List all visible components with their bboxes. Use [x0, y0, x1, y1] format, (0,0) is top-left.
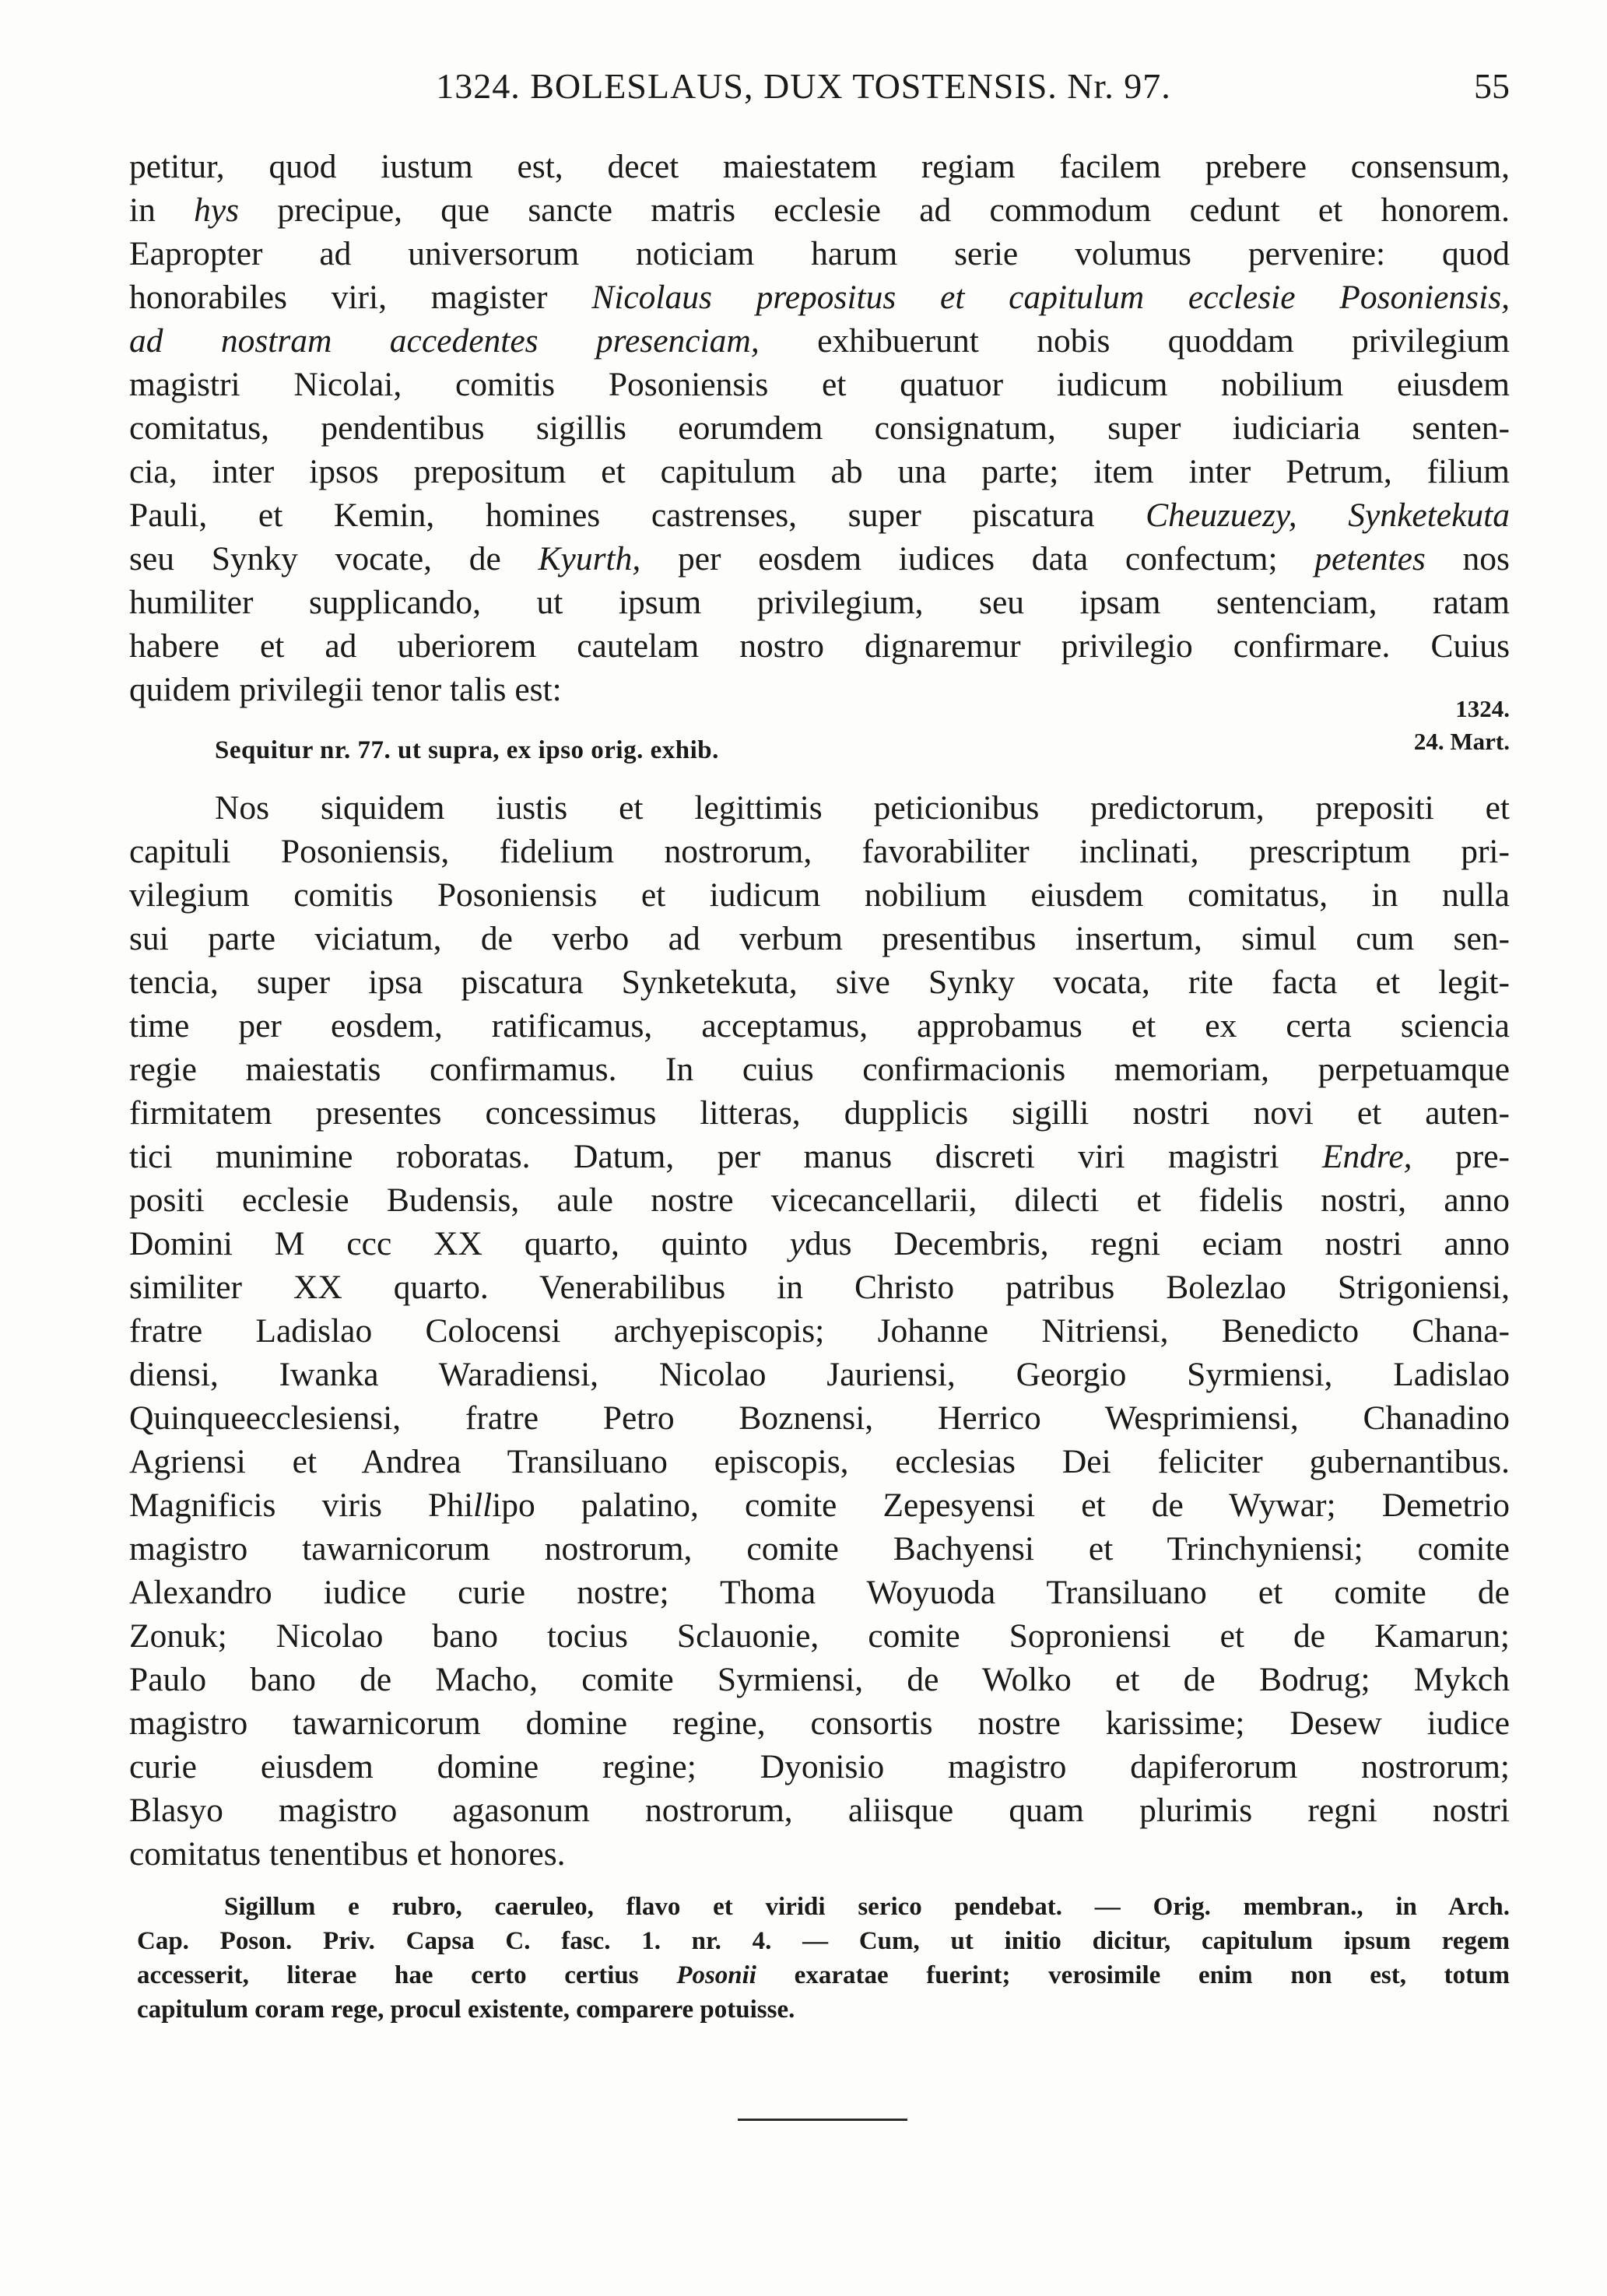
text-run: firmitatem presentes concessimus litteras, dupplicis sigilli nostri novi et auten- [129, 1094, 1510, 1132]
paragraph-2 [129, 786, 1510, 1876]
text-run: ipo palatino, comite Zepesyensi et de Wywar; Demetrio [492, 1487, 1510, 1524]
text-run: comitatus, pendentibus sigillis eorumdem consignatum, super iudiciaria senten- [129, 409, 1510, 447]
paragraph-1-line [129, 537, 1510, 581]
footnotes [137, 1890, 1510, 2027]
sequitur-note: Sequitur nr. 77. ut supra, ex ipso orig. exhib. [215, 736, 719, 764]
text-run: cia, inter ipsos prepositum et capitulum ab una parte; item inter Petrum, filium [129, 453, 1510, 490]
paragraph-2-line [129, 873, 1510, 917]
paragraph-1-line [129, 450, 1510, 493]
text-run: honorabiles viri, magister [129, 279, 592, 316]
paragraph-2-line [129, 1309, 1510, 1353]
paragraph-2-line [129, 1571, 1510, 1614]
text-run: capituli Posoniensis, fidelium nostrorum, favorabiliter inclinati, prescriptum pri- [129, 833, 1510, 870]
text-run: sui parte viciatum, de verbo ad verbum presentibus insertum, simul cum sen- [129, 920, 1510, 957]
date-day: 24. Mart. [1413, 728, 1510, 755]
paragraph-1-line [129, 232, 1510, 276]
paragraph-2-line [129, 917, 1510, 960]
italic-text: y [789, 1225, 805, 1262]
text-run: Cap. Poson. Priv. Capsa C. fasc. 1. nr. 4. — Cum, ut initio dicitur, capitulum ipsum regem [137, 1927, 1510, 1955]
text-run: accesserit, literae hae certo certius [137, 1961, 677, 1989]
italic-text: Endre, [1321, 1138, 1412, 1175]
paragraph-2-line [129, 1745, 1510, 1789]
paragraph-2-line [129, 1483, 1510, 1527]
paragraph-2-line [129, 786, 1510, 830]
text-run: exhibuerunt nobis quoddam privilegium [759, 322, 1511, 360]
text-run: nos [1425, 540, 1510, 578]
text-run: fratre Ladislao Colocensi archyepiscopis; Johanne Nitriensi, Benedicto Chana- [129, 1312, 1510, 1350]
text-run: diensi, Iwanka Waradiensi, Nicolao Jauriensi, Georgio Syrmiensi, Ladislao [129, 1356, 1510, 1393]
text-run: regie maiestatis confirmamus. In cuius confirmacionis memoriam, perpetuamque [129, 1051, 1510, 1088]
paragraph-1-line [129, 406, 1510, 450]
paragraph-1-line [129, 668, 1510, 711]
text-run: capitulum coram rege, procul existente, comparere potuisse. [137, 1996, 795, 2024]
text-run: Domini M ccc XX quarto, quinto [129, 1225, 790, 1262]
text-run: dus Decembris, regni eciam nostri anno [805, 1225, 1511, 1262]
paragraph-1-line [129, 581, 1510, 624]
text-run: Agriensi et Andrea Transiluano episcopis, ecclesias Dei feliciter gubernantibus. [129, 1443, 1510, 1480]
paragraph-2-line [129, 830, 1510, 873]
notes-line [137, 1924, 1510, 1958]
italic-text: Posonii [676, 1961, 756, 1989]
notes-line [137, 1992, 1510, 2027]
text-run: humiliter supplicando, ut ipsum privilegium, seu ipsam sentenciam, ratam [129, 584, 1510, 621]
text-run: curie eiusdem domine regine; Dyonisio magistro dapiferorum nostrorum; [129, 1748, 1510, 1785]
paragraph-1-line [129, 624, 1510, 668]
paragraph-2-line [129, 1135, 1510, 1178]
paragraph-2-line [129, 1353, 1510, 1396]
end-rule [738, 2119, 907, 2121]
paragraph-2-line [129, 1832, 1510, 1876]
text-run: Blasyo magistro agasonum nostrorum, aliisque quam plurimis regni nostri [129, 1792, 1510, 1829]
date-margin-note [1414, 693, 1510, 758]
text-run: Magnificis viris Phi [129, 1487, 474, 1524]
text-run: time per eosdem, ratificamus, acceptamus, approbamus et ex certa sciencia [129, 1007, 1510, 1044]
running-title: 1324. BOLESLAUS, DUX TOSTENSIS. Nr. 97. [436, 66, 1171, 106]
paragraph-2-line [129, 1004, 1510, 1048]
italic-text: Cheuzuezy, Synketekuta [1146, 497, 1510, 534]
text-run: comitatus tenentibus et honores. [129, 1835, 566, 1873]
date-year: 1324. [1455, 695, 1510, 722]
text-run: tici munimine roboratas. Datum, per manus discreti viri magistri [129, 1138, 1322, 1175]
text-run: precipue, que sancte matris ecclesie ad commodum cedunt et honorem. [239, 191, 1510, 229]
text-run: in [129, 191, 195, 229]
italic-text: petentes [1314, 540, 1426, 578]
paragraph-2-line [129, 1658, 1510, 1701]
italic-text: Nicolaus prepositus et capitulum ecclesie Posoniensis, [591, 279, 1510, 316]
text-run: per eosdem iudices data confectum; [640, 540, 1315, 578]
paragraph-2-line [129, 1789, 1510, 1832]
text-run: Zonuk; Nicolao bano tocius Sclauonie, comite Soproniensi et de Kamarun; [129, 1617, 1510, 1655]
text-run: exaratae fuerint; verosimile enim non est, totum [756, 1961, 1510, 1989]
text-run: petitur, quod iustum est, decet maiestatem regiam facilem prebere consensum, [129, 148, 1510, 185]
notes-line [137, 1890, 1510, 1924]
paragraph-2-line [129, 1701, 1510, 1745]
text-run: vilegium comitis Posoniensis et iudicum nobilium eiusdem comitatus, in nulla [129, 876, 1510, 914]
paragraph-2-line [129, 1266, 1510, 1309]
paragraph-1-line [129, 319, 1510, 363]
text-run: quidem privilegii tenor talis est: [129, 671, 562, 708]
paragraph-1-line [129, 188, 1510, 232]
paragraph-2-line [129, 1614, 1510, 1658]
text-run: Sigillum e rubro, caeruleo, flavo et viridi serico pendebat. — Orig. membran., in Arch. [224, 1893, 1510, 1921]
paragraph-1-line [129, 145, 1510, 188]
paragraph-2-line [129, 1091, 1510, 1135]
text-run: seu Synky vocate, de [129, 540, 539, 578]
italic-text: hys [194, 191, 240, 229]
paragraph-2-line [129, 1527, 1510, 1571]
text-run: positi ecclesie Budensis, aule nostre vicecancellarii, dilecti et fidelis nostri, anno [129, 1181, 1510, 1219]
text-run: Eapropter ad universorum noticiam harum serie volumus pervenire: quod [129, 235, 1510, 272]
text-run: magistro tawarnicorum nostrorum, comite Bachyensi et Trinchyniensi; comite [129, 1530, 1510, 1568]
text-run: Pauli, et Kemin, homines castrenses, super piscatura [129, 497, 1146, 534]
paragraph-2-line [129, 1048, 1510, 1091]
italic-text: ll [473, 1487, 493, 1524]
text-run: tencia, super ipsa piscatura Synketekuta, sive Synky vocata, rite facta et legit- [129, 964, 1510, 1001]
paragraph-1-line [129, 276, 1510, 319]
text-run: similiter XX quarto. Venerabilibus in Christo patribus Bolezlao Strigoniensi, [129, 1269, 1510, 1306]
page-header [0, 61, 1607, 115]
text-run: Alexandro iudice curie nostre; Thoma Woyuoda Transiluano et comite de [129, 1574, 1510, 1611]
text-run: habere et ad uberiorem cautelam nostro dignaremur privilegio confirmare. Cuius [129, 627, 1510, 665]
paragraph-1-line [129, 363, 1510, 406]
text-run: Nos siquidem iustis et legittimis peticionibus predictorum, prepositi et [215, 789, 1510, 827]
notes-line [137, 1958, 1510, 1992]
paragraph-1-line [129, 493, 1510, 537]
page-number: 55 [1474, 66, 1510, 106]
paragraph-2-line [129, 960, 1510, 1004]
italic-text: Kyurth, [538, 540, 641, 578]
paragraph-2-line [129, 1178, 1510, 1222]
text-run: magistro tawarnicorum domine regine, consortis nostre karissime; Desew iudice [129, 1704, 1510, 1742]
paragraph-2-line [129, 1396, 1510, 1440]
text-run: pre- [1412, 1138, 1510, 1175]
text-run: Quinqueecclesiensi, fratre Petro Boznensi, Herrico Wesprimiensi, Chanadino [129, 1399, 1510, 1437]
text-run: magistri Nicolai, comitis Posoniensis et quatuor iudicum nobilium eiusdem [129, 366, 1510, 403]
paragraph-2-line [129, 1440, 1510, 1483]
paragraph-2-line [129, 1222, 1510, 1266]
text-run: Paulo bano de Macho, comite Syrmiensi, de Wolko et de Bodrug; Mykch [129, 1661, 1510, 1698]
paragraph-1 [129, 145, 1510, 711]
italic-text: ad nostram accedentes presenciam, [129, 322, 760, 360]
